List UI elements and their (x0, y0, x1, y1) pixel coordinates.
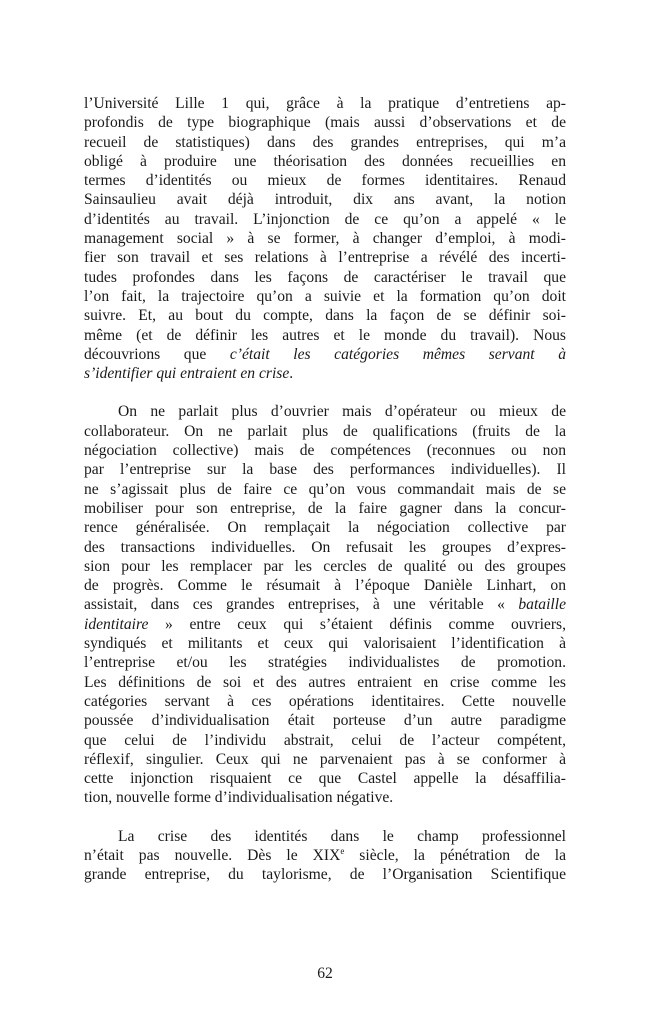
text-line: tudes profondes dans les façons de caractériser le travail que (84, 268, 566, 286)
text-line: obligé à produire une théorisation des données recueillies en (84, 152, 566, 170)
italic-text: c’était les catégories mêmes servant à (229, 345, 566, 363)
text-line: grande entreprise, du taylorisme, de l’Organisation Scientifique (84, 866, 566, 884)
page-number: 62 (317, 965, 333, 982)
text-line: poussée d’individualisation était porteuse d’un autre paradigme (84, 712, 566, 730)
text-line: rence généralisée. On remplaçait la négociation collective par (84, 519, 566, 537)
plain-text: » entre ceux qui s’étaient définis comme ouvriers, (148, 615, 566, 633)
text-line: mobiliser pour son entreprise, de la faire gagner dans la concur- (84, 499, 566, 517)
text-line: termes d’identités ou mieux de formes identitaires. Renaud (84, 172, 566, 190)
text-line (84, 364, 566, 383)
text-line: collaborateur. On ne parlait plus de qualifications (fruits de la (84, 422, 566, 440)
text-line: sion pour les remplacer par les cercles de qualité ou des groupes (84, 557, 566, 575)
text-line: management social » à se former, à changer d’emploi, à modi- (84, 230, 566, 248)
text-line: l’on fait, la trajectoire qu’on a suivie et la formation qu’on doit (84, 287, 566, 305)
text-line: par l’entreprise sur la base des performances individuelles). Il (84, 461, 566, 479)
superscript: e (340, 845, 345, 856)
text-line: Les définitions de soi et des autres entraient en crise comme les (84, 673, 566, 691)
text-line: d’identités au travail. L’injonction de ce qu’on a appelé « le (84, 210, 566, 228)
text-line: catégories servant à ces opérations identitaires. Cette nouvelle (84, 692, 566, 710)
text-line: fier son travail et ses relations à l’entreprise a révélé des incerti- (84, 249, 566, 267)
paragraph-gap (84, 808, 566, 827)
plain-text: . (289, 365, 294, 383)
paragraph-2 (84, 402, 566, 807)
text-line: suivre. Et, au bout du compte, dans la façon de se définir soi- (84, 307, 566, 325)
text-line: La crise des identités dans le champ professionnel (118, 827, 566, 845)
text-line (84, 345, 566, 364)
text-line: profondis de type biographique (mais aussi d’observations et de (84, 114, 566, 132)
paragraph-gap (84, 383, 566, 402)
plain-text: découvrions que (84, 345, 230, 363)
italic-text: bataille (518, 596, 566, 614)
text-line: syndiqués et militants et ceux qui valorisaient l’identification à (84, 635, 566, 653)
italic-text: s’identifier qui entraient en crise (84, 365, 290, 383)
text-line: réflexif, singulier. Ceux qui ne parvenaient pas à se conformer à (84, 750, 566, 768)
paragraph-1 (84, 94, 566, 383)
text-line: de progrès. Comme le résumait à l’époque Danièle Linhart, on (84, 577, 566, 595)
text-line (84, 595, 566, 614)
text-line: cette injonction risquaient ce que Castel appelle la désaffilia- (84, 770, 566, 788)
text-line: l’Université Lille 1 qui, grâce à la pratique d’entretiens ap- (84, 95, 566, 112)
italic-text: identitaire (84, 615, 149, 633)
plain-text: assistait, dans ces grandes entreprises, à une véritable « (84, 596, 519, 614)
text-line: l’entreprise et/ou les stratégies individualistes de promotion. (84, 654, 566, 672)
text-line (84, 846, 566, 865)
text-line: des transactions individuelles. On refusait les groupes d’expres- (84, 538, 566, 556)
text-line: Sainsaulieu avait déjà introduit, dix ans avant, la notion (84, 191, 566, 209)
text-line: que celui de l’individu abstrait, celui de l’acteur compétent, (84, 731, 566, 749)
text-line: recueil de statistiques) dans des grandes entreprises, qui m’a (84, 133, 566, 151)
text-line: On ne parlait plus d’ouvrier mais d’opérateur ou mieux de (118, 403, 566, 421)
text-line: négociation collective) mais de compétences (reconnues ou non (84, 442, 566, 460)
book-page-body (84, 94, 566, 885)
text-line: même (et de définir les autres et le monde du travail). Nous (84, 326, 566, 344)
text-line (84, 615, 566, 634)
text-line: ne s’agissait plus de faire ce qu’on vous commandait mais de se (84, 480, 566, 498)
plain-text: siècle, la pénétration de la (344, 846, 566, 864)
text-line: tion, nouvelle forme d’individualisation négative. (84, 789, 394, 807)
paragraph-3 (84, 827, 566, 885)
plain-text: n’était pas nouvelle. Dès le XIX (84, 846, 341, 864)
